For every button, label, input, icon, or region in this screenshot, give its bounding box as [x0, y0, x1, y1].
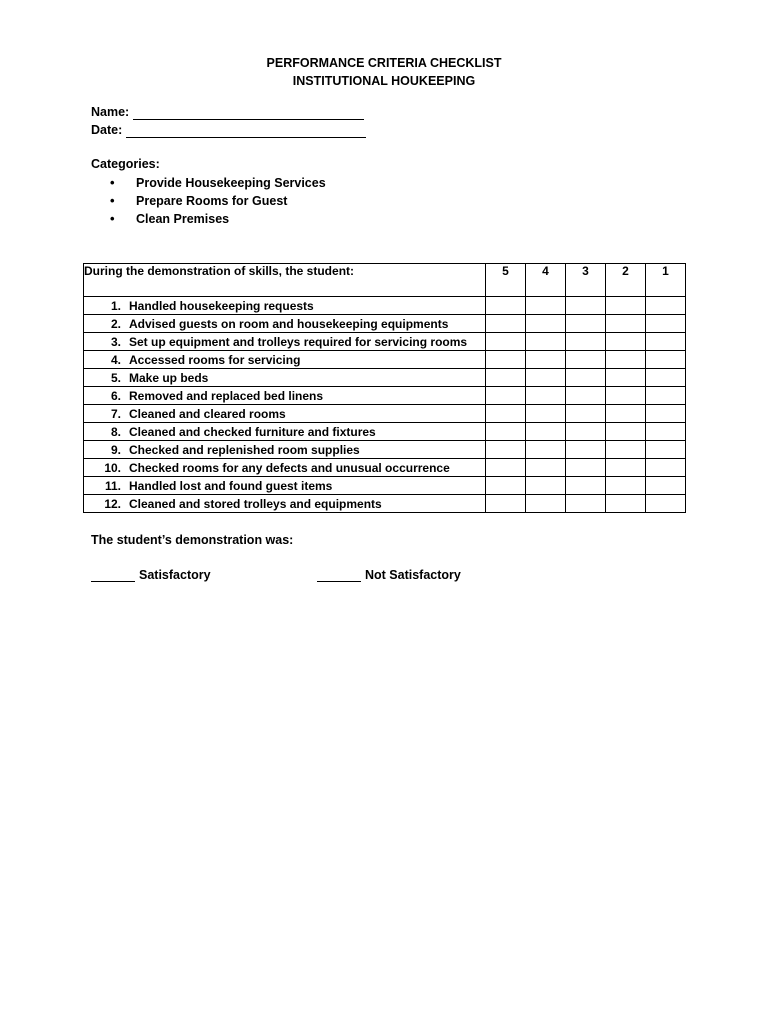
rating-cell-4[interactable] — [526, 405, 566, 423]
rating-cell-5[interactable] — [486, 423, 526, 441]
rating-cell-1[interactable] — [646, 459, 686, 477]
criteria-text: Checked rooms for any defects and unusual occurrence — [129, 460, 450, 475]
rating-cell-5[interactable] — [486, 495, 526, 513]
rating-cell-5[interactable] — [486, 459, 526, 477]
rating-cell-3[interactable] — [566, 369, 606, 387]
rating-cell-3[interactable] — [566, 297, 606, 315]
satisfactory-blank-line[interactable] — [91, 569, 135, 582]
criteria-item — [84, 387, 486, 405]
rating-cell-2[interactable] — [606, 333, 646, 351]
criteria-text: Accessed rooms for servicing — [129, 352, 301, 367]
rating-cell-4[interactable] — [526, 423, 566, 441]
criteria-number: 11. — [104, 478, 121, 493]
rating-cell-1[interactable] — [646, 333, 686, 351]
table-row — [84, 477, 686, 495]
criteria-text: Cleaned and cleared rooms — [129, 406, 286, 421]
rating-cell-4[interactable] — [526, 315, 566, 333]
table-row — [84, 423, 686, 441]
rating-cell-2[interactable] — [606, 477, 646, 495]
criteria-number: 4. — [110, 352, 121, 367]
rating-cell-2[interactable] — [606, 441, 646, 459]
rating-cell-1[interactable] — [646, 387, 686, 405]
rating-cell-2[interactable] — [606, 369, 646, 387]
checklist-table — [83, 263, 686, 513]
criteria-text: Handled lost and found guest items — [129, 478, 333, 493]
rating-cell-2[interactable] — [606, 405, 646, 423]
criteria-item — [84, 477, 486, 495]
rating-cell-3[interactable] — [566, 477, 606, 495]
rating-cell-3[interactable] — [566, 387, 606, 405]
satisfactory-option[interactable] — [91, 568, 211, 582]
document-title — [0, 54, 768, 90]
rating-cell-3[interactable] — [566, 441, 606, 459]
rating-cell-3[interactable] — [566, 495, 606, 513]
rating-cell-2[interactable] — [606, 459, 646, 477]
category-item: • Prepare Rooms for Guest — [110, 193, 288, 208]
table-row — [84, 297, 686, 315]
table-row — [84, 333, 686, 351]
rating-cell-4[interactable] — [526, 351, 566, 369]
name-label: Name: — [91, 105, 130, 119]
rating-cell-1[interactable] — [646, 315, 686, 333]
rating-cell-5[interactable] — [486, 315, 526, 333]
name-field[interactable] — [91, 104, 364, 120]
table-row — [84, 405, 686, 423]
rating-cell-5[interactable] — [486, 333, 526, 351]
not-satisfactory-option[interactable] — [317, 568, 461, 582]
rating-cell-1[interactable] — [646, 477, 686, 495]
categories-list — [110, 174, 326, 228]
rating-cell-2[interactable] — [606, 351, 646, 369]
criteria-item — [84, 333, 486, 351]
criteria-text: Removed and replaced bed linens — [129, 388, 324, 403]
rating-cell-3[interactable] — [566, 333, 606, 351]
rating-cell-1[interactable] — [646, 351, 686, 369]
not-satisfactory-blank-line[interactable] — [317, 569, 361, 582]
rating-cell-4[interactable] — [526, 297, 566, 315]
category-item: • Clean Premises — [110, 211, 230, 226]
criteria-item — [84, 405, 486, 423]
rating-cell-2[interactable] — [606, 387, 646, 405]
result-label: The student’s demonstration was: — [91, 533, 294, 547]
rating-cell-3[interactable] — [566, 351, 606, 369]
criteria-item — [84, 495, 486, 513]
rating-cell-4[interactable] — [526, 495, 566, 513]
date-label: Date: — [91, 123, 123, 137]
criteria-text: Handled housekeeping requests — [129, 298, 314, 313]
rating-cell-5[interactable] — [486, 369, 526, 387]
criteria-item — [84, 423, 486, 441]
bullet-icon: • — [110, 193, 115, 208]
bullet-icon: • — [110, 211, 115, 226]
rating-cell-5[interactable] — [486, 405, 526, 423]
rating-header-5: 5 — [486, 264, 526, 297]
rating-cell-4[interactable] — [526, 477, 566, 495]
criteria-item — [84, 315, 486, 333]
rating-cell-1[interactable] — [646, 441, 686, 459]
title-line-1: PERFORMANCE CRITERIA CHECKLIST — [266, 56, 502, 70]
category-item: • Provide Housekeeping Services — [110, 175, 326, 190]
rating-cell-3[interactable] — [566, 423, 606, 441]
criteria-item — [84, 459, 486, 477]
table-header-row — [84, 264, 686, 297]
criteria-number: 7. — [110, 406, 121, 421]
table-row — [84, 495, 686, 513]
rating-cell-5[interactable] — [486, 351, 526, 369]
rating-cell-3[interactable] — [566, 315, 606, 333]
criteria-number: 5. — [110, 370, 121, 385]
rating-cell-3[interactable] — [566, 459, 606, 477]
rating-cell-5[interactable] — [486, 441, 526, 459]
criteria-text: Set up equipment and trolleys required for servicing rooms — [129, 334, 468, 349]
rating-cell-4[interactable] — [526, 459, 566, 477]
rating-header-3: 3 — [566, 264, 606, 297]
rating-header-1: 1 — [646, 264, 686, 297]
rating-cell-5[interactable] — [486, 387, 526, 405]
rating-cell-4[interactable] — [526, 333, 566, 351]
criteria-item — [84, 297, 486, 315]
rating-cell-2[interactable] — [606, 495, 646, 513]
criteria-item — [84, 369, 486, 387]
criteria-item — [84, 441, 486, 459]
criteria-number: 1. — [110, 298, 121, 313]
table-row — [84, 369, 686, 387]
criteria-text: Advised guests on room and housekeeping equipments — [129, 316, 449, 331]
criteria-text: Cleaned and checked furniture and fixtures — [129, 424, 376, 439]
rating-header-2: 2 — [606, 264, 646, 297]
table-row — [84, 351, 686, 369]
rating-cell-1[interactable] — [646, 369, 686, 387]
name-blank-line[interactable] — [133, 107, 364, 120]
criteria-text: Checked and replenished room supplies — [129, 442, 360, 457]
criteria-number: 8. — [110, 424, 121, 439]
rating-cell-2[interactable] — [606, 423, 646, 441]
not-satisfactory-label: Not Satisfactory — [365, 568, 461, 582]
criteria-number: 6. — [110, 388, 121, 403]
criteria-item — [84, 351, 486, 369]
rating-cell-5[interactable] — [486, 297, 526, 315]
rating-cell-5[interactable] — [486, 477, 526, 495]
criteria-number: 2. — [110, 316, 121, 331]
table-row — [84, 387, 686, 405]
rating-cell-4[interactable] — [526, 369, 566, 387]
rating-cell-1[interactable] — [646, 297, 686, 315]
table-row — [84, 315, 686, 333]
rating-cell-1[interactable] — [646, 423, 686, 441]
title-line-2: INSTITUTIONAL HOUKEEPING — [292, 74, 476, 88]
date-blank-line[interactable] — [126, 125, 366, 138]
categories-label: Categories: — [91, 157, 160, 171]
criteria-number: 9. — [110, 442, 121, 457]
criteria-text: Make up beds — [129, 370, 209, 385]
criteria-number: 3. — [110, 334, 121, 349]
date-field[interactable] — [91, 122, 366, 138]
rating-cell-1[interactable] — [646, 405, 686, 423]
table-row — [84, 441, 686, 459]
rating-cell-4[interactable] — [526, 387, 566, 405]
criteria-number: 12. — [104, 496, 121, 511]
rating-cell-3[interactable] — [566, 405, 606, 423]
criteria-number: 10. — [104, 460, 121, 475]
criteria-text: Cleaned and stored trolleys and equipments — [129, 496, 382, 511]
satisfactory-label: Satisfactory — [139, 568, 211, 582]
rating-header-4: 4 — [526, 264, 566, 297]
table-header-text: During the demonstration of skills, the student: — [84, 264, 486, 297]
bullet-icon: • — [110, 175, 115, 190]
rating-cell-1[interactable] — [646, 495, 686, 513]
rating-cell-2[interactable] — [606, 315, 646, 333]
rating-cell-2[interactable] — [606, 297, 646, 315]
rating-cell-4[interactable] — [526, 441, 566, 459]
table-row — [84, 459, 686, 477]
